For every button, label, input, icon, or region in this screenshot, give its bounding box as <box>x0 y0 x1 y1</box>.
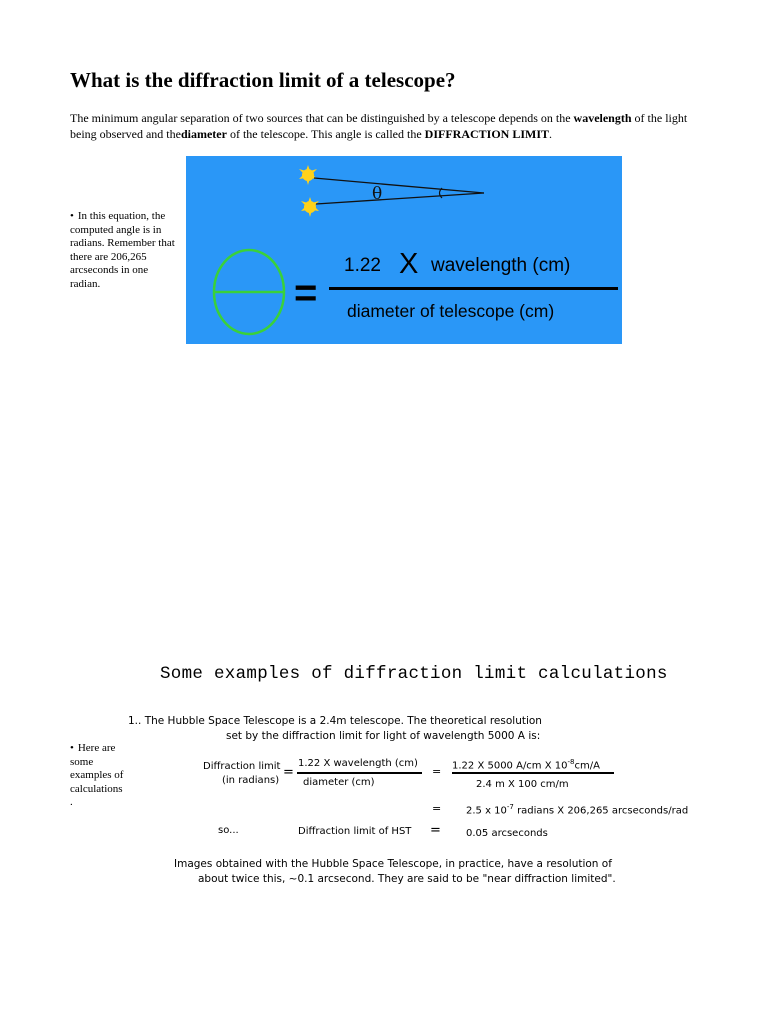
calc-frac1-numerator: 1.22 X wavelength (cm) <box>298 758 418 769</box>
theta-small-label: θ <box>372 184 383 204</box>
bullet-note-radians <box>70 210 185 291</box>
fraction-bar <box>329 287 618 290</box>
star-icon-bottom <box>301 197 319 217</box>
theta-symbol-icon <box>214 250 284 334</box>
denominator-text: diameter of telescope (cm) <box>347 301 555 321</box>
calc-frac2-denominator: 2.4 m X 100 cm/m <box>476 779 569 790</box>
calc-so-label: so... <box>218 825 239 836</box>
intro-paragraph <box>70 110 710 142</box>
intro-bold-wavelength: wavelength <box>573 111 632 125</box>
intro-text-3: of the telescope. This angle is called the <box>226 127 425 141</box>
bullet2-line-2: examples of <box>70 769 124 781</box>
calc-equals-1: = <box>283 765 294 780</box>
calc-result-mantissa: 2.5 x 10 <box>466 805 507 817</box>
bullet1-line-3: there are 206,265 <box>70 250 147 263</box>
calc-lhs-label: Diffraction limit <box>203 761 281 772</box>
intro-bold-diffraction-limit: DIFFRACTION LIMIT <box>424 127 550 141</box>
calc-frac2-num-exp: -8 <box>567 758 575 766</box>
intro-text-2: of the light being observed and the <box>70 111 688 141</box>
bullet2-line-0: Here are <box>77 742 116 754</box>
calc-hst-label: Diffraction limit of HST <box>298 826 412 837</box>
intro-text-4: . <box>549 127 553 141</box>
calc-frac1-denominator: diameter (cm) <box>303 777 375 788</box>
bullet-dot: • <box>70 742 74 754</box>
calc-frac2-num-tail: cm/A <box>574 760 600 772</box>
calc-intro-line-1: 1.. The Hubble Space Telescope is a 2.4m telescope. The theoretical resolution <box>128 715 542 727</box>
calc-frac2-numerator <box>452 758 600 771</box>
intro-text-1: The minimum angular separation of two sources that can be distinguished by a telescope depends on the <box>70 111 574 125</box>
bullet1-line-2: radians. Remember that <box>70 237 175 249</box>
calc-frac2-num-main: 1.22 X 5000 A/cm X 10 <box>452 760 568 772</box>
calc-note-line-1: Images obtained with the Hubble Space Telescope, in practice, have a resolution of <box>174 858 612 870</box>
intro-bold-diameter: diameter <box>180 127 227 141</box>
bullet1-line-4: arcseconds in one <box>70 264 149 276</box>
examples-title: Some examples of diffraction limit calculations <box>160 664 668 684</box>
calc-result-exp: -7 <box>506 803 514 811</box>
equals-sign: = <box>294 271 318 315</box>
bullet-dot: • <box>70 210 74 222</box>
page-title: What is the diffraction limit of a telescope? <box>70 68 456 92</box>
bullet1-line-0: In this equation, the <box>77 210 166 222</box>
calc-frac2-bar <box>452 772 614 774</box>
ray-line-bottom <box>316 193 484 204</box>
numerator-times: X <box>399 248 419 280</box>
bullet1-line-5: radian. <box>70 277 101 290</box>
numerator-coefficient: 1.22 <box>344 255 381 276</box>
calc-lhs-units: (in radians) <box>222 775 280 786</box>
numerator-wavelength: wavelength (cm) <box>431 255 571 276</box>
bullet1-line-1: computed angle is in <box>70 223 162 236</box>
ray-line-top <box>314 178 484 193</box>
calc-equals-2: = <box>432 765 442 778</box>
calc-hst-value: 0.05 arcseconds <box>466 828 548 839</box>
calc-equals-4: = <box>430 823 441 838</box>
bullet2-line-3: calculations <box>70 782 123 795</box>
bullet2-line-4: . <box>70 796 73 808</box>
bullet-note-examples <box>70 742 140 810</box>
calc-equals-3: = <box>432 802 442 815</box>
calc-result-line <box>466 803 688 816</box>
star-icon-top <box>299 165 317 185</box>
diffraction-equation-figure <box>186 156 622 344</box>
calc-note-line-2: about twice this, ~0.1 arcsecond. They are said to be "near diffraction limited". <box>198 873 616 885</box>
calc-intro-line-2: set by the diffraction limit for light of wavelength 5000 A is: <box>226 730 541 742</box>
calc-frac1-bar <box>297 772 422 774</box>
bullet2-line-1: some <box>70 755 94 768</box>
calc-result-tail: radians X 206,265 arcseconds/rad <box>513 805 689 817</box>
